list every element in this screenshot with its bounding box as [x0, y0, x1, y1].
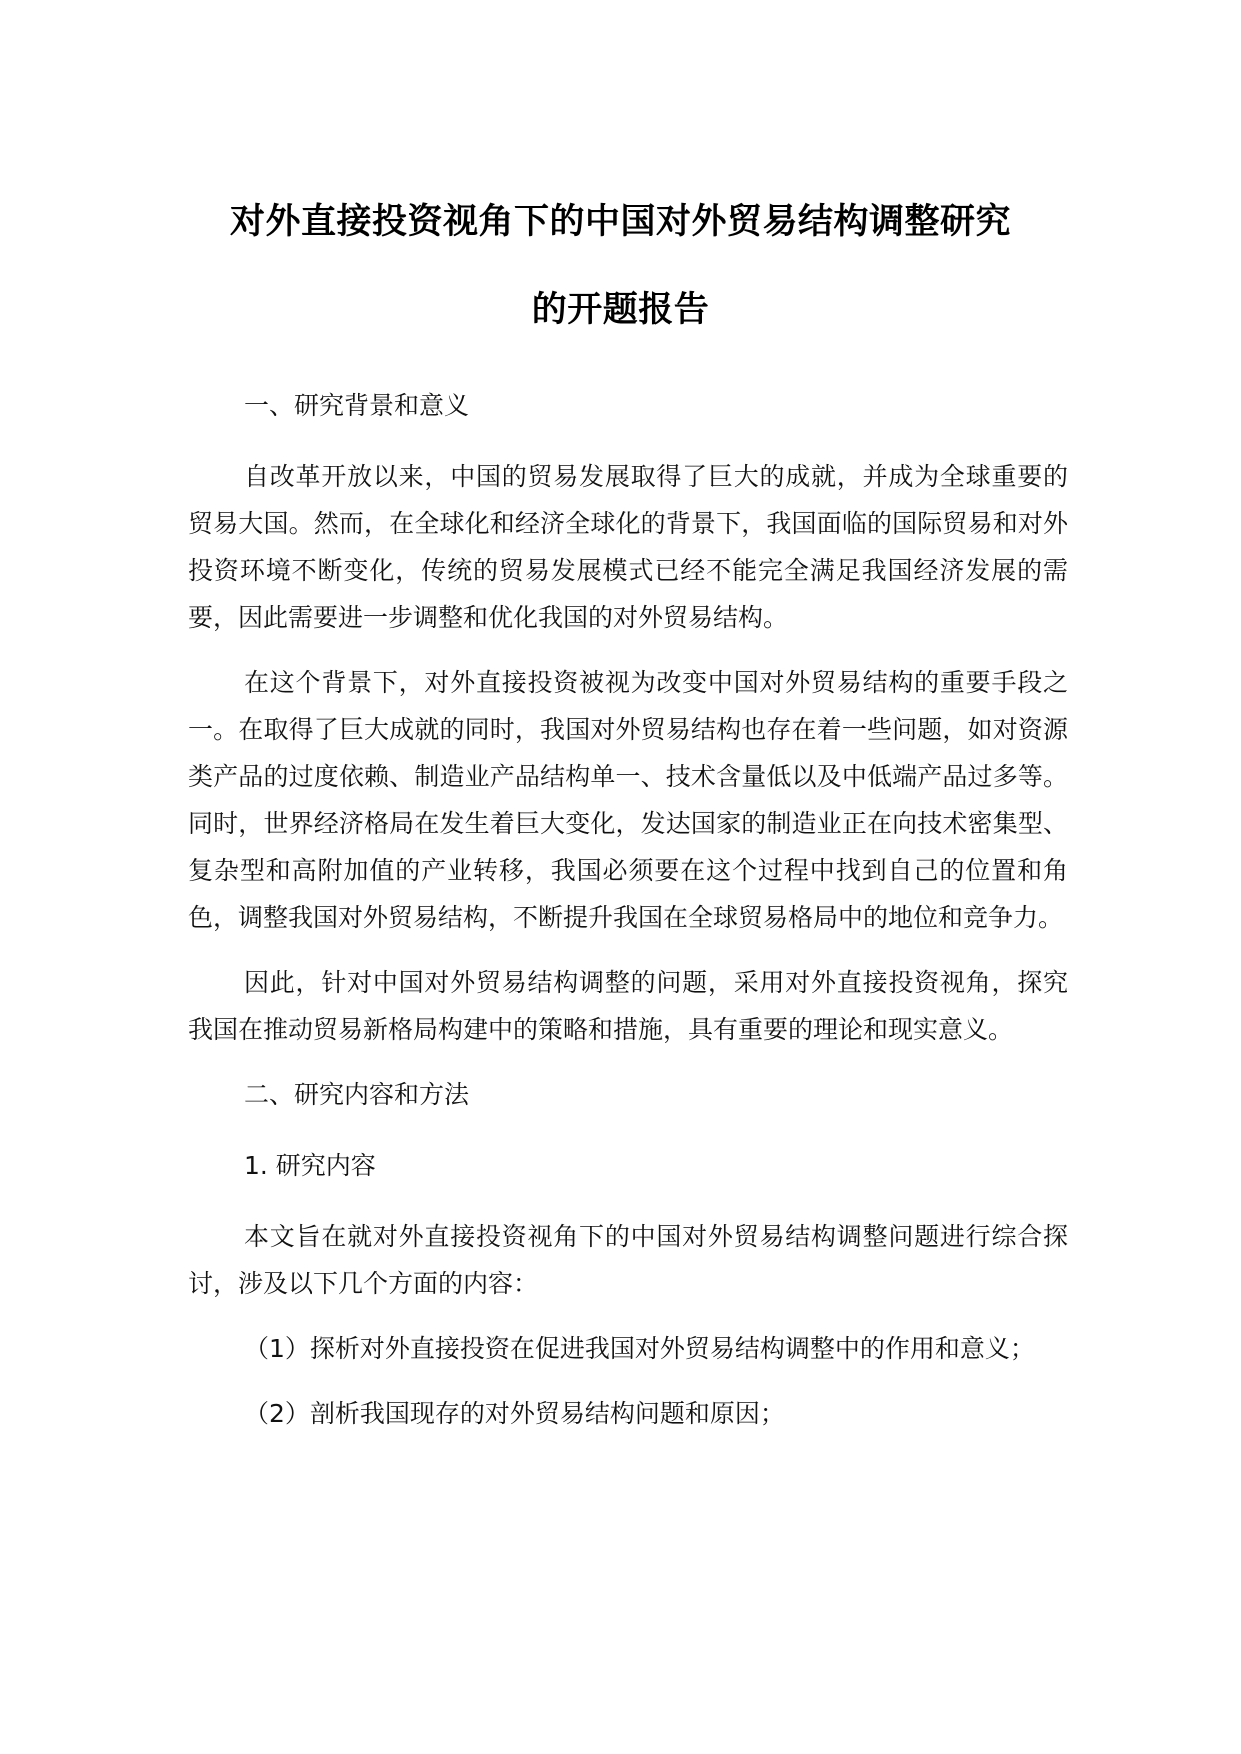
document-title [150, 178, 1091, 354]
title-line-1: 对外直接投资视角下的中国对外贸易结构调整研究 [229, 202, 1011, 242]
body-paragraph: 自改革开放以来，中国的贸易发展取得了巨大的成就，并成为全球重要的贸易大国。然而，在全球化和经济全球化的背景下，我国面临的国际贸易和对外投资环境不断变化，传统的贸易发展模式已经不能完全满足我国经济发展的需要，因此需要进一步调整和优化我国的对外贸易结构。 [188, 462, 1068, 632]
subheading-research-content: 1. 研究内容 [244, 1151, 376, 1180]
section-heading-content-methods: 二、研究内容和方法 [244, 1080, 470, 1109]
body-paragraph: 在这个背景下，对外直接投资被视为改变中国对外贸易结构的重要手段之一。在取得了巨大成就的同时，我国对外贸易结构也存在着一些问题，如对资源类产品的过度依赖、制造业产品结构单一、技术含量低以及中低端产品过多等。同时，世界经济格局在发生着巨大变化，发达国家的制造业正在向技术密集型、复杂型和高附加值的产业转移，我国必须要在这个过程中找到自己的位置和角色，调整我国对外贸易结构，不断提升我国在全球贸易格局中的地位和竞争力。 [188, 668, 1068, 932]
numbered-item: （1）探析对外直接投资在促进我国对外贸易结构调整中的作用和意义； [244, 1334, 1035, 1363]
section-heading-background: 一、研究背景和意义 [244, 391, 470, 420]
document-body [188, 382, 1068, 1455]
title-line-2: 的开题报告 [531, 290, 710, 330]
body-paragraph: 本文旨在就对外直接投资视角下的中国对外贸易结构调整问题进行综合探讨，涉及以下几个方面的内容： [188, 1222, 1068, 1298]
numbered-item: （2）剖析我国现存的对外贸易结构问题和原因； [244, 1399, 785, 1428]
body-paragraph: 因此，针对中国对外贸易结构调整的问题，采用对外直接投资视角，探究我国在推动贸易新格局构建中的策略和措施，具有重要的理论和现实意义。 [188, 968, 1068, 1044]
